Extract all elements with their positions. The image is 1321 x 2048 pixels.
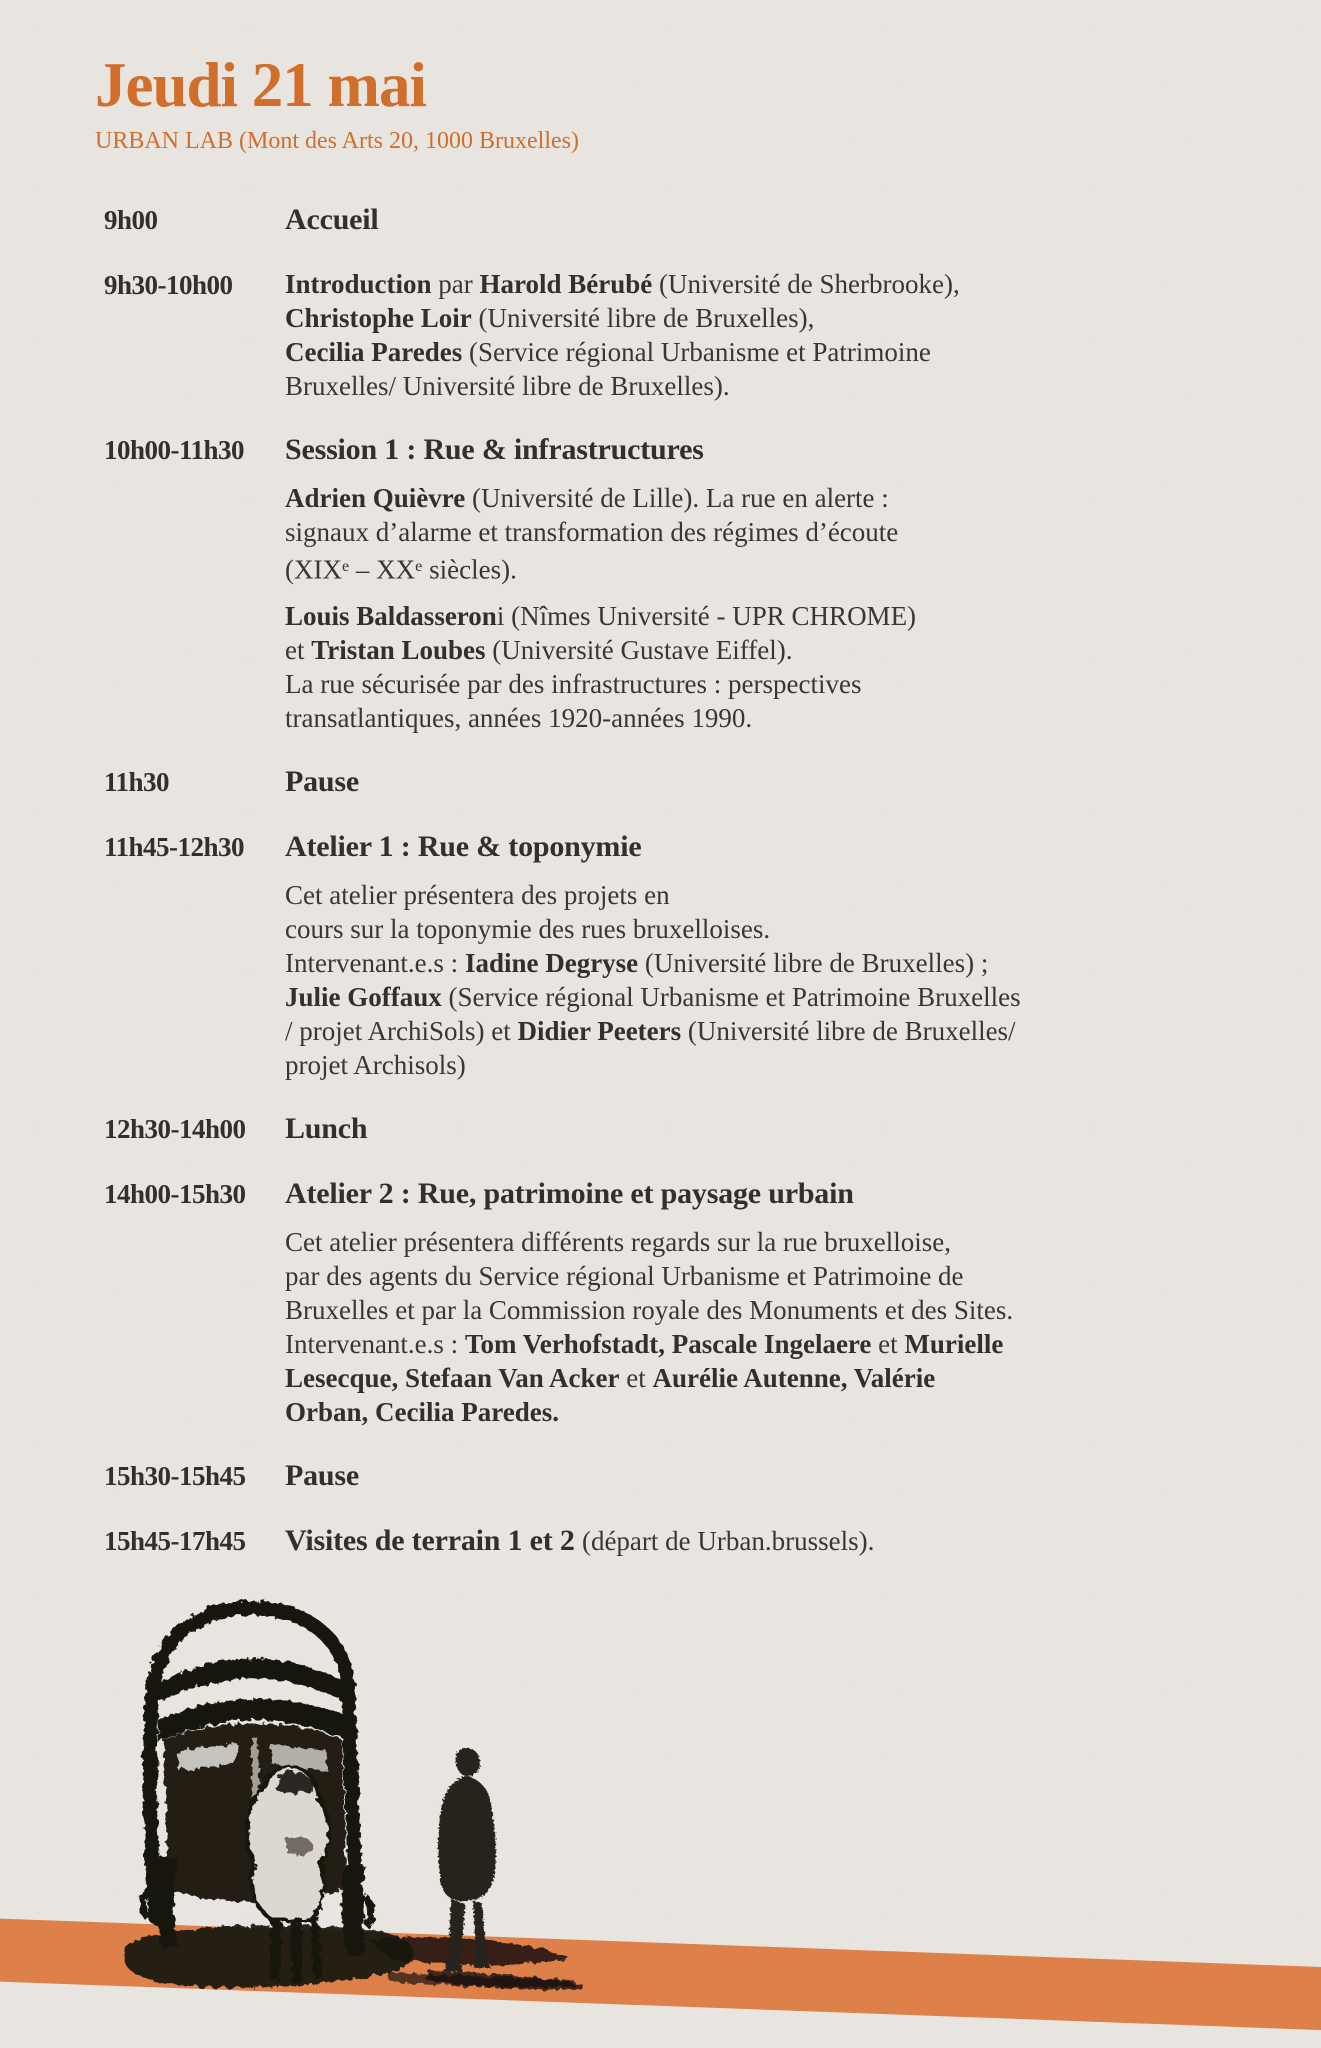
schedule	[104, 202, 1291, 1559]
session-paragraph: Introduction par Harold Bérubé (Université de Sherbrooke), Christophe Loir (Université libre de Bruxelles), Cecilia Paredes (Service régional Urbanisme et Patrimoine Bruxelles/ Université libre de Bruxelles).	[285, 269, 960, 401]
schedule-row	[104, 202, 1291, 238]
schedule-row	[104, 432, 1291, 735]
row-content	[285, 829, 1291, 1082]
row-content	[285, 1523, 1291, 1559]
time-label: 15h30-15h45	[104, 1461, 246, 1492]
session-heading: Pause	[285, 765, 360, 799]
session-heading: Atelier 2 : Rue, patrimoine et paysage urbain	[285, 1177, 854, 1211]
row-content	[285, 432, 1291, 735]
schedule-row	[104, 764, 1291, 800]
session-heading: Pause	[285, 1459, 360, 1493]
row-content	[285, 1458, 1291, 1494]
session-heading: Visites de terrain 1 et 2 (départ de Urban.brussels).	[285, 1524, 875, 1558]
time-label: 15h45-17h45	[104, 1526, 246, 1557]
time-label: 12h30-14h00	[104, 1114, 246, 1145]
session-paragraph: Louis Baldasseroni (Nîmes Université - UPR CHROME) et Tristan Loubes (Université Gustave Eiffel). La rue sécurisée par des infrastructures : perspectives transatlantiques, années 1920-années 1990.	[285, 601, 917, 734]
session-paragraph: Adrien Quièvre (Université de Lille). La rue en alerte : signaux d’alarme et transformation des régimes d’écoute (XIXe – XXe siècles).	[285, 483, 899, 585]
session-heading: Accueil	[285, 203, 379, 236]
header	[0, 0, 1321, 156]
session-paragraph: Cet atelier présentera des projets en cours sur la toponymie des rues bruxelloises. Intervenant.e.s : Iadine Degryse (Université libre de Bruxelles) ; Julie Goffaux (Service régional Urbanisme et Patrimoine Bruxelles / projet ArchiSols) et Didier Peeters (Université libre de Bruxelles/ projet Archisols)	[285, 880, 1021, 1081]
schedule-row	[104, 1523, 1291, 1559]
schedule-row	[104, 1111, 1291, 1147]
schedule-row	[104, 1176, 1291, 1429]
row-content	[285, 1176, 1291, 1429]
row-content	[285, 267, 1291, 403]
time-label: 11h30	[104, 767, 170, 798]
row-content	[285, 764, 1291, 800]
session-heading: Lunch	[285, 1112, 368, 1146]
time-label: 14h00-15h30	[104, 1179, 246, 1210]
street-scene-illustration	[120, 1588, 590, 2018]
schedule-row	[104, 1458, 1291, 1494]
row-content	[285, 1111, 1291, 1147]
schedule-row	[104, 267, 1291, 403]
row-content	[285, 202, 1291, 238]
session-heading: Atelier 1 : Rue & toponymie	[285, 830, 642, 864]
schedule-row	[104, 829, 1291, 1082]
time-label: 11h45-12h30	[104, 832, 245, 863]
session-heading: Session 1 : Rue & infrastructures	[285, 433, 704, 466]
page-title: Jeudi 21 mai	[95, 50, 427, 120]
time-label: 9h30-10h00	[104, 270, 233, 300]
time-label: 9h00	[104, 205, 158, 235]
page-subtitle: URBAN LAB (Mont des Arts 20, 1000 Bruxelles)	[95, 128, 579, 154]
session-paragraph: Cet atelier présentera différents regards sur la rue bruxelloise, par des agents du Service régional Urbanisme et Patrimoine de Bruxelles et par la Commission royale des Monuments et des Sites. Intervenant.e.s : Tom Verhofstadt, Pascale Ingelaere et Murielle Lesecque, Stefaan Van Acker et Aurélie Autenne, Valérie Orban, Cecilia Paredes.	[285, 1227, 1014, 1428]
time-label: 10h00-11h30	[104, 435, 245, 465]
